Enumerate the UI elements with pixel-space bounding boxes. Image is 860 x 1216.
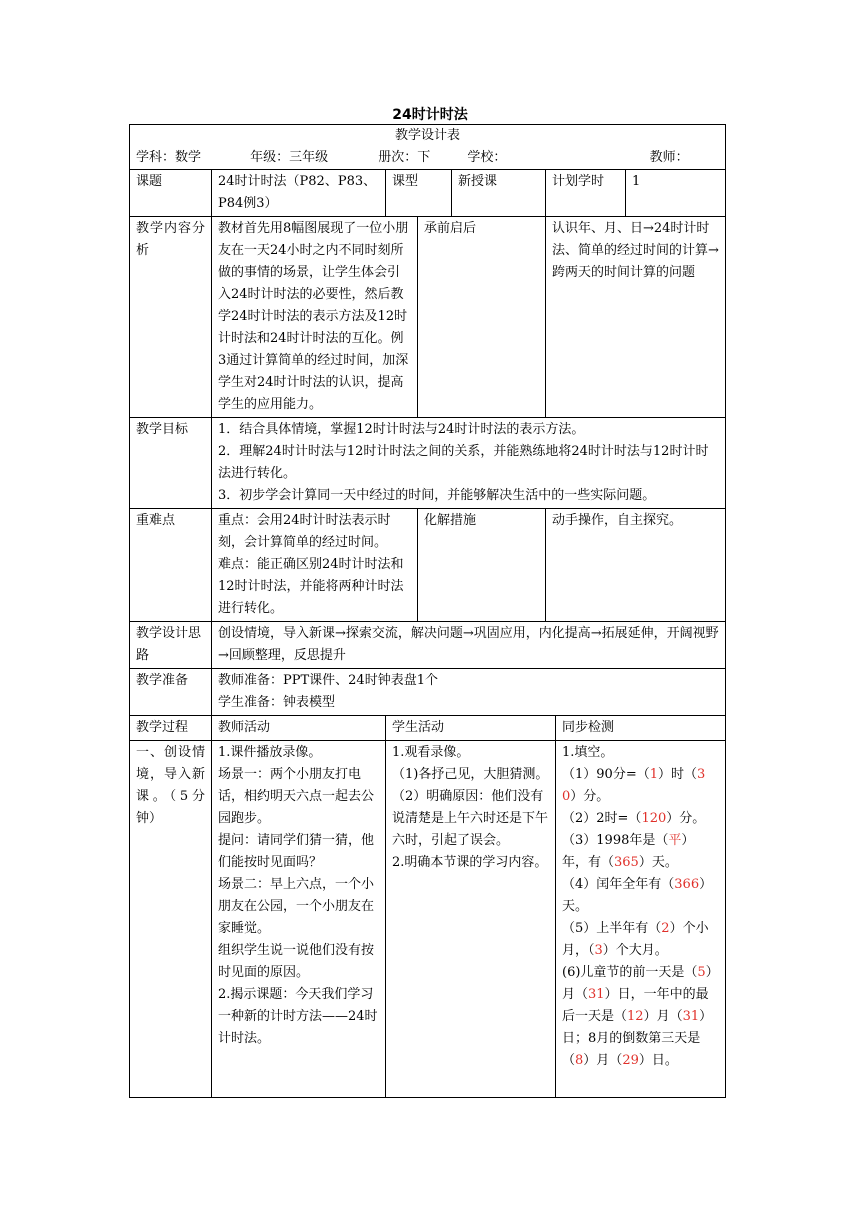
analysis-label: 教学内容分析 <box>130 217 212 418</box>
answer: 120 <box>641 811 667 826</box>
goal-item: 2．理解24时计时法与12时计时法之间的关系，并能熟练地将24时计时法与12时计时法进行转化。 <box>218 444 709 481</box>
hours-value: 1 <box>626 170 726 217</box>
stage1-label: 一、创设情境，导入新课。（5分钟） <box>130 741 212 1098</box>
design-row <box>130 622 726 669</box>
check-header: 同步检测 <box>556 716 726 741</box>
type-label: 课型 <box>386 170 452 217</box>
goals-list <box>212 418 726 509</box>
answer: 2 <box>661 921 670 936</box>
teacher-step: 场景一：两个小朋友打电话，相约明天六点一起去公园跑步。 <box>218 767 375 826</box>
answer: 31 <box>588 987 605 1002</box>
teacher-step: 组织学生说一说他们没有按时见面的原因。 <box>218 943 375 980</box>
process-header-row <box>130 716 726 741</box>
key-point: 重点：会用24时计时法表示时刻，会计算简单的经过时间。 <box>218 513 391 550</box>
check-item-2: （2）2时=（120）分。 <box>562 811 706 826</box>
teacher-step: 1.课件播放录像。 <box>218 745 322 760</box>
answer: 365 <box>614 855 639 870</box>
student-step: （1)各抒己见，大胆猜测。 <box>392 767 549 782</box>
teacher-step: 2.揭示课题：今天我们学习一种新的计时方法——24时计时法。 <box>218 987 378 1046</box>
link-label: 承前启后 <box>418 217 546 418</box>
teacher-activity-header: 教师活动 <box>212 716 386 741</box>
analysis-row <box>130 217 726 418</box>
prep-row <box>130 669 726 716</box>
type-value: 新授课 <box>452 170 546 217</box>
teacher-prep: 教师准备：PPT课件、24时钟表盘1个 <box>218 673 438 688</box>
volume-field: 册次：下 <box>378 150 431 165</box>
lesson-design-table <box>129 124 726 1098</box>
student-step: 2.明确本节课的学习内容。 <box>392 855 548 870</box>
key-label: 重难点 <box>130 509 212 622</box>
check-item-1: （1）90分=（1）时（30）分。 <box>562 767 706 804</box>
answer: 12 <box>627 1009 644 1024</box>
subject-field: 学科：数学 <box>136 150 202 165</box>
analysis-text: 教材首先用8幅图展现了一位小朋友在一天24小时之内不同时刻所做的事情的场景，让学生体会引入24时计时法的必要性，然后教学24时计时法的表示方法及12时计时法和24时计时法的互化。例3通过计算简单的经过时间，加深学生对24时计时法的认识，提高学生的应用能力。 <box>212 217 418 418</box>
answer: 1 <box>649 767 658 782</box>
stage1-student <box>386 741 556 1098</box>
answer: 3 <box>594 943 603 958</box>
answer: 5 <box>697 965 706 980</box>
grade-field: 年级：三年级 <box>250 150 329 165</box>
answer: 29 <box>622 1053 639 1068</box>
goal-item: 3．初步学会计算同一天中经过的时间，并能够解决生活中的一些实际问题。 <box>218 488 656 503</box>
key-points <box>212 509 418 622</box>
teacher-step: 提问：请同学们猜一猜，他们能按时见面吗？ <box>218 833 375 870</box>
key-row <box>130 509 726 622</box>
student-step: 1.观看录像。 <box>392 745 470 760</box>
goals-label: 教学目标 <box>130 418 212 509</box>
topic-value: 24时计时法（P82、P83、P84例3） <box>212 170 386 217</box>
answer: 平 <box>668 833 682 848</box>
design-text: 创设情境，导入新课→探索交流，解决问题→巩固应用，内化提高→拓展延伸，开阔视野→回顾整理，反思提升 <box>212 622 726 669</box>
goals-row <box>130 418 726 509</box>
caption-row <box>130 125 726 170</box>
answer: 366 <box>674 877 700 892</box>
design-label: 教学设计思路 <box>130 622 212 669</box>
link-text: 认识年、月、日→24时计时法、简单的经过时间的计算→跨两天的时间计算的问题 <box>546 217 726 418</box>
prep-content <box>212 669 726 716</box>
topic-label: 课题 <box>130 170 212 217</box>
teacher-step: 场景二：早上六点，一个小朋友在公园，一个小朋友在家睡觉。 <box>218 877 375 936</box>
student-step: （2）明确原因：他们没有说清楚是上午六时还是下午六时，引起了误会。 <box>392 789 549 848</box>
prep-label: 教学准备 <box>130 669 212 716</box>
student-activity-header: 学生活动 <box>386 716 556 741</box>
goal-item: 1．结合具体情境，掌握12时计时法与24时计时法的表示方法。 <box>218 422 585 437</box>
hours-label: 计划学时 <box>546 170 626 217</box>
answer: 8 <box>575 1053 584 1068</box>
measure-label: 化解措施 <box>418 509 546 622</box>
check-item-4: （4）闰年全年有（366）天。 <box>562 877 713 914</box>
stage1-teacher <box>212 741 386 1098</box>
check-title: 1.填空。 <box>562 745 614 760</box>
stage1-row <box>130 741 726 1098</box>
process-header: 教学过程 <box>130 716 212 741</box>
document-title: 24时计时法 <box>392 107 468 123</box>
measure-text: 动手操作，自主探究。 <box>546 509 726 622</box>
header-info <box>136 147 719 169</box>
check-item-5: （5）上半年有（2）个小月，（3）个大月。 <box>562 921 709 958</box>
answer: 31 <box>682 1009 700 1024</box>
check-item-3: （3）1998年是（平）年，有（365）天。 <box>562 833 695 870</box>
difficult-point: 难点：能正确区别24时计时法和12时计时法，并能将两种计时法进行转化。 <box>218 557 404 616</box>
student-prep: 学生准备：钟表模型 <box>218 695 336 710</box>
teacher-field: 教师： <box>649 150 689 165</box>
check-item-6: (6)儿童节的前一天是（5）月（31）日，一年中的最后一天是（12）月（31）日；8月的倒数第三天是（8）月（29）日。 <box>562 965 719 1068</box>
answer: 30 <box>562 767 706 804</box>
table-caption: 教学设计表 <box>395 128 461 143</box>
school-field: 学校： <box>467 150 507 165</box>
topic-row <box>130 170 726 217</box>
stage1-check <box>556 741 726 1098</box>
